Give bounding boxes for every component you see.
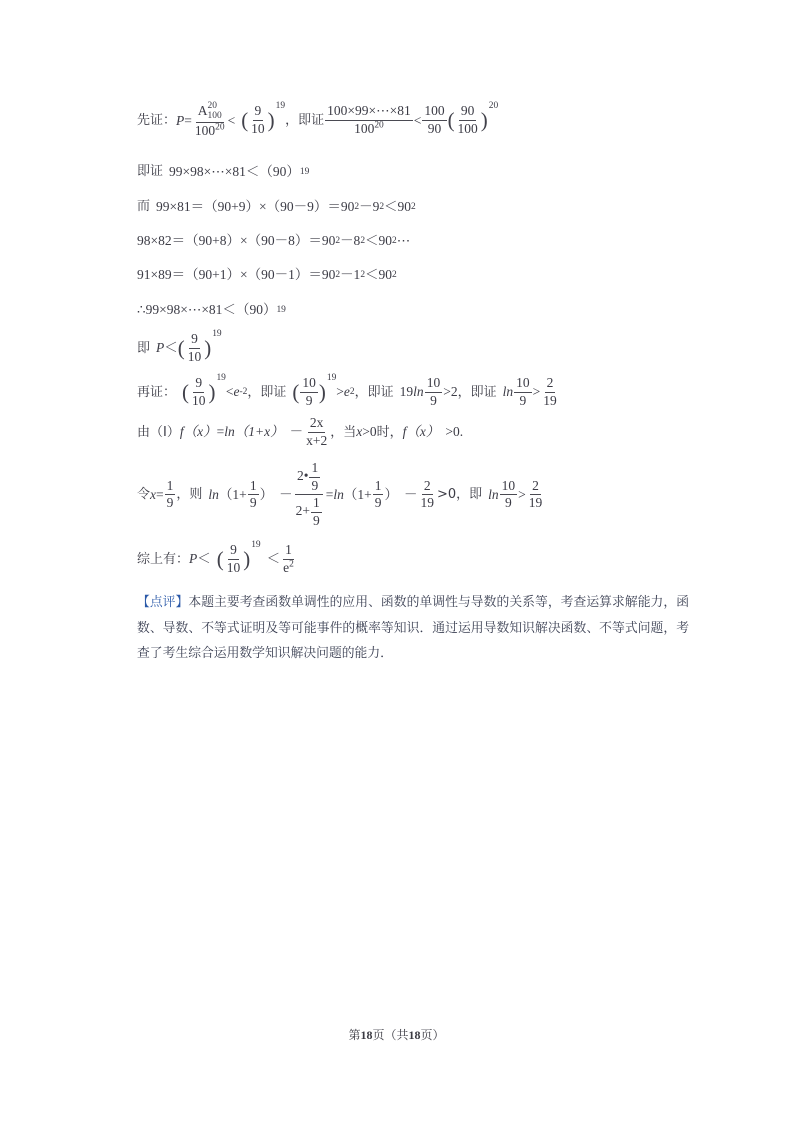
- fraction-numerator: 9: [189, 332, 200, 349]
- line7-variable: P: [156, 340, 165, 356]
- exponent-19: 19: [212, 329, 222, 339]
- line11-lt-1: ＜: [197, 551, 211, 567]
- line8-e-2: e: [343, 384, 350, 400]
- exponent-19: 19: [326, 373, 337, 383]
- fraction-numerator: 2: [422, 479, 433, 496]
- denominator-exponent: 20: [215, 122, 225, 133]
- line11-label: 综上有：: [137, 551, 190, 567]
- fraction-2-over-19-a: [418, 479, 436, 511]
- line1-permutation-fraction: [193, 102, 227, 139]
- paren-group: [448, 104, 488, 136]
- line10-ln-1: ln: [208, 486, 219, 502]
- fraction-1-over-9-a: [248, 479, 259, 511]
- fraction-denominator: 10: [191, 392, 206, 408]
- paren-group: [241, 104, 274, 136]
- line8-label-3: 即证: [367, 384, 394, 400]
- fraction-numerator: 1: [165, 479, 176, 496]
- line5-lt: ＜90: [365, 267, 393, 282]
- line8-gt-3: >: [532, 384, 541, 400]
- fraction-1-over-9-b: [373, 479, 384, 511]
- fraction-90-over-100: [456, 104, 480, 136]
- permutation-indices: [208, 102, 222, 121]
- close-paren: ): [267, 108, 275, 133]
- solution-line-10: [137, 461, 545, 528]
- solution-line-4: 98×82＝（90+8）×（90－8）＝90 2 －8 2 ＜90 2 ⋯: [137, 233, 411, 248]
- fraction-denominator: 100: [457, 120, 478, 136]
- fraction-denominator: 19: [528, 495, 543, 511]
- commentary-block: [137, 590, 689, 667]
- solution-line-2: 即证 99×98×⋯×81＜ （ 90 ） 19: [137, 164, 310, 180]
- line10-arg2-suffix: ）: [384, 486, 398, 502]
- line10-label: 令: [137, 487, 151, 503]
- line3-expression: 99×81＝（90+9）×（90－9）＝90: [156, 199, 355, 214]
- inner-fraction-1-over-9: [309, 461, 320, 493]
- line9-condition-tail: 时，: [376, 424, 403, 440]
- line1-power-group-2: [447, 101, 499, 136]
- fraction-10-over-9: [300, 376, 318, 408]
- fraction-9-over-10: [186, 332, 204, 364]
- fraction-numerator: 10: [300, 376, 318, 393]
- close-paren: ): [204, 335, 212, 360]
- line8-power-group-1: [182, 373, 226, 408]
- exponent-19: 19: [251, 540, 261, 550]
- line1-big-fraction: [325, 104, 413, 136]
- solution-line-7: [137, 329, 222, 364]
- line1-power-group-1: [241, 101, 286, 136]
- permutation-subscript: 100: [207, 110, 222, 121]
- fraction-1-over-e-squared: [281, 543, 296, 575]
- fraction-2-over-19: [541, 376, 559, 408]
- paren-group: [178, 332, 211, 364]
- line6-expression: 99×98×⋯×81＜: [145, 302, 236, 317]
- line11-lt-2: ＜: [266, 551, 281, 567]
- line9-label: 由（Ⅰ）: [137, 424, 180, 440]
- fraction-10-over-9-b: [514, 376, 532, 408]
- line10-ln-3: ln: [488, 486, 499, 502]
- line9-condition-variable: x: [356, 424, 363, 440]
- line9-equals: =: [216, 424, 225, 440]
- open-paren: (: [182, 379, 189, 404]
- footer-current-page: 18: [360, 1028, 373, 1042]
- fraction-denominator: 10: [187, 348, 202, 364]
- line8-gt-1: >: [336, 384, 344, 400]
- solution-line-5: 91×89＝（90+1）×（90－1）＝90 2 －1 2 ＜90 2: [137, 267, 397, 282]
- solution-line-11: [137, 540, 297, 575]
- fraction-denominator: 90: [427, 120, 442, 136]
- exponent-19: 19: [216, 373, 226, 383]
- line6-therefore-symbol: ∴: [137, 302, 146, 317]
- line1-label-2: 即证: [298, 112, 325, 128]
- line10-gt-2: >: [518, 486, 526, 502]
- compound-numerator: [295, 461, 323, 495]
- line8-coefficient: 19: [399, 384, 414, 400]
- fraction-10-over-9-c: [500, 479, 518, 511]
- fraction-denominator: 9: [311, 477, 319, 493]
- compound-den-prefix: 2+: [295, 503, 310, 519]
- paren-group: [292, 376, 325, 408]
- line8-comma-2: ，: [354, 384, 368, 400]
- line9-argument: （x）: [183, 424, 217, 440]
- open-paren: (: [292, 379, 300, 404]
- compound-num-prefix: 2•: [297, 468, 309, 484]
- fraction-denominator: 9: [519, 392, 527, 408]
- open-paren: (: [447, 108, 455, 133]
- fraction-9-over-10: [225, 543, 243, 575]
- line8-lt-1: <: [225, 384, 234, 400]
- close-paren: ): [243, 546, 251, 571]
- line3-middle: －9: [359, 199, 380, 214]
- exponent-20: 20: [488, 101, 499, 112]
- fraction-numerator: 90: [459, 104, 477, 121]
- line9-function-name: f: [179, 424, 184, 440]
- line9-function-name-2: f: [402, 424, 407, 440]
- fraction-numerator: 2x: [308, 416, 326, 433]
- fraction-denominator: [281, 560, 296, 576]
- line1-less-than-2: <: [413, 112, 422, 128]
- line10-arg1-prefix: （1+: [218, 486, 247, 502]
- line1-equals: =: [184, 112, 192, 128]
- close-paren: ): [208, 379, 216, 404]
- line4-ellipsis: ⋯: [396, 233, 411, 248]
- big-den-exponent: 20: [374, 120, 384, 131]
- fraction-denominator: 10: [226, 559, 241, 575]
- permutation-symbol: [196, 102, 224, 123]
- fraction-numerator: 1: [283, 543, 294, 560]
- line11-power-group: [216, 540, 261, 575]
- fraction-numerator: 9: [228, 543, 239, 560]
- line8-ln-1: ln: [413, 384, 424, 400]
- fraction-denominator: 9: [305, 392, 313, 408]
- line9-minus: －: [289, 424, 304, 440]
- line10-minus-1: －: [279, 486, 293, 502]
- line2-expression: 99×98×⋯×81＜: [169, 164, 260, 179]
- paren-group: [182, 376, 215, 408]
- big-den-base: 100: [354, 120, 375, 136]
- solution-line-1: [137, 102, 498, 139]
- line10-comma-1: ，: [176, 487, 190, 503]
- fraction-numerator: 2: [545, 376, 556, 393]
- line8-power-group-2: [292, 373, 337, 408]
- fraction-numerator: 100: [422, 104, 446, 121]
- line8-gt-2: >: [443, 384, 451, 400]
- line8-e-1: e: [233, 384, 240, 400]
- fraction-denominator: x+2: [306, 432, 328, 448]
- fraction-numerator: 1: [309, 461, 320, 478]
- line5-middle: －1: [340, 267, 361, 282]
- line7-power-group: [177, 329, 222, 364]
- solution-line-6: ∴ 99×98×⋯×81＜ （ 90 ） 19: [137, 302, 286, 317]
- permutation-denominator: [193, 123, 227, 139]
- permutation-letter: A: [197, 103, 208, 119]
- line1-variable: P: [176, 112, 185, 128]
- fraction-denominator: 9: [505, 495, 512, 511]
- open-paren: (: [216, 546, 224, 571]
- solution-line-8: 再证： ( $\frac{9}{10}$ ) 19 < e -2 ， 即证 ( $\frac{10}{9}$ ) 19 > e 2 ， 即证 19 ln $\frac{10}{9}$ > 2 ， 即证 ln $\frac{10}{9}$ > $\frac{2}{19}$: [137, 373, 557, 408]
- big-fraction-denominator: [352, 121, 386, 137]
- line4-middle: －8: [340, 233, 361, 248]
- line6-paren-close: ）: [262, 302, 277, 317]
- line10-equals-2: =: [325, 486, 334, 502]
- line4-lt: ＜90: [365, 233, 393, 248]
- fraction-2x-over-x-plus-2: [304, 416, 329, 448]
- denominator-base: 100: [194, 123, 216, 139]
- line7-lt: ＜: [164, 340, 178, 356]
- line9-ln-argument: （1+x）: [234, 424, 284, 440]
- compound-denominator: [294, 495, 325, 528]
- fraction-numerator: 9: [253, 104, 264, 121]
- line8-comma-1: ，: [247, 384, 261, 400]
- solution-line-3: 而 99×81＝（90+9）×（90－9）＝90 2 －9 2 ＜90 2: [137, 199, 416, 215]
- footer-prefix: 第: [348, 1028, 361, 1042]
- fraction-numerator: 1: [311, 496, 322, 513]
- commentary-tag: 【点评】: [137, 595, 189, 610]
- fraction-denominator: 19: [420, 495, 434, 511]
- fraction-numerator: 1: [248, 479, 259, 496]
- solution-line-9: [137, 416, 463, 448]
- fraction-denominator: 9: [166, 495, 174, 511]
- line3-lt: ＜90: [384, 199, 412, 214]
- line8-label-4: 即证: [470, 384, 497, 400]
- fraction-numerator: 9: [193, 376, 204, 393]
- fraction-10-over-9: [425, 376, 443, 408]
- line9-argument-2: （x）: [406, 424, 440, 440]
- fraction-denominator: 19: [543, 392, 557, 408]
- inner-fraction-1-over-9-b: [311, 496, 322, 528]
- fraction-numerator: 10: [514, 376, 532, 393]
- line2-label: 即证: [137, 164, 164, 180]
- line9-relation-2: >0.: [445, 424, 464, 440]
- line4-expression: 98×82＝（90+8）×（90－8）＝90: [137, 233, 336, 248]
- fraction-100-over-90: [422, 104, 446, 136]
- permutation-superscript: 20: [207, 101, 217, 111]
- line8-comma-3: ，: [457, 384, 471, 400]
- compound-fraction: [294, 461, 325, 528]
- fraction-numerator: 1: [373, 479, 384, 496]
- line10-equals: =: [156, 486, 164, 502]
- open-paren: (: [177, 335, 185, 360]
- footer-middle: 页（共: [372, 1028, 409, 1042]
- line9-comma: ，: [330, 424, 344, 440]
- footer-total-pages: 18: [408, 1028, 421, 1042]
- line2-paren-value: 90: [272, 164, 287, 179]
- fraction-9-over-10: [190, 376, 208, 408]
- commentary-text: 本题主要考查函数单调性的应用、函数的单调性与导数的关系等，考查运算求解能力，函数、导数、不等式证明及等可能事件的概率等知识．通过运用导数知识解决函数、不等式问题，考查了考生综合运用数学知识解决问题的能力．: [137, 595, 690, 661]
- fraction-1-over-9: [165, 479, 176, 511]
- fraction-9-over-10: [249, 104, 267, 136]
- line10-minus-2: －: [403, 486, 418, 502]
- big-fraction-numerator: 100×99×⋯×81: [325, 104, 413, 121]
- open-paren: (: [241, 108, 249, 133]
- line1-comma: ，: [285, 112, 299, 128]
- euler-number: e: [283, 559, 290, 575]
- euler-exponent: 2: [289, 559, 294, 570]
- line10-then-label: 则: [189, 487, 203, 503]
- line8-label: 再证：: [137, 384, 177, 400]
- line6-paren-open: （: [235, 302, 250, 317]
- fraction-2-over-19-b: [527, 479, 545, 511]
- line10-arg1-suffix: ）: [259, 486, 274, 502]
- line10-arg2-prefix: （1+: [343, 486, 372, 502]
- line8-ln-2: ln: [502, 384, 514, 400]
- fraction-numerator: 2: [530, 479, 541, 496]
- fraction-denominator: 9: [312, 512, 320, 528]
- line7-label: 即: [137, 340, 151, 356]
- line2-paren-close: ）: [286, 164, 300, 179]
- line9-condition-label: 当: [343, 424, 357, 440]
- close-paren: ): [318, 379, 326, 404]
- fraction-denominator: 9: [249, 495, 257, 511]
- line1-label: 先证：: [137, 112, 177, 128]
- line10-label-2: 即: [469, 487, 483, 503]
- line1-less-than-1: <: [227, 112, 236, 128]
- line6-paren-value: 90: [249, 302, 263, 317]
- line8-two: 2: [450, 384, 458, 400]
- line11-variable: P: [189, 551, 198, 567]
- footer-suffix: 页）: [420, 1028, 445, 1042]
- line3-label: 而: [137, 199, 151, 215]
- fraction-denominator: 9: [430, 392, 437, 408]
- fraction-numerator: 10: [500, 479, 518, 496]
- line10-gt-zero: >0，: [436, 487, 470, 503]
- fraction-denominator: 9: [374, 495, 382, 511]
- exponent-19: 19: [275, 101, 286, 112]
- line10-ln-2: ln: [333, 486, 344, 502]
- line9-condition-relation: >0: [362, 424, 377, 440]
- line9-ln: ln: [224, 424, 235, 440]
- line5-expression: 91×89＝（90+1）×（90－1）＝90: [137, 267, 336, 282]
- paren-group: [217, 543, 250, 575]
- line10-variable: x: [150, 486, 157, 502]
- line8-label-2: 即证: [260, 384, 287, 400]
- fraction-denominator: 10: [251, 120, 265, 136]
- close-paren: ): [480, 108, 488, 133]
- fraction-numerator: 10: [425, 376, 443, 393]
- page-footer: [0, 1026, 793, 1043]
- line2-paren-open: （: [259, 164, 273, 179]
